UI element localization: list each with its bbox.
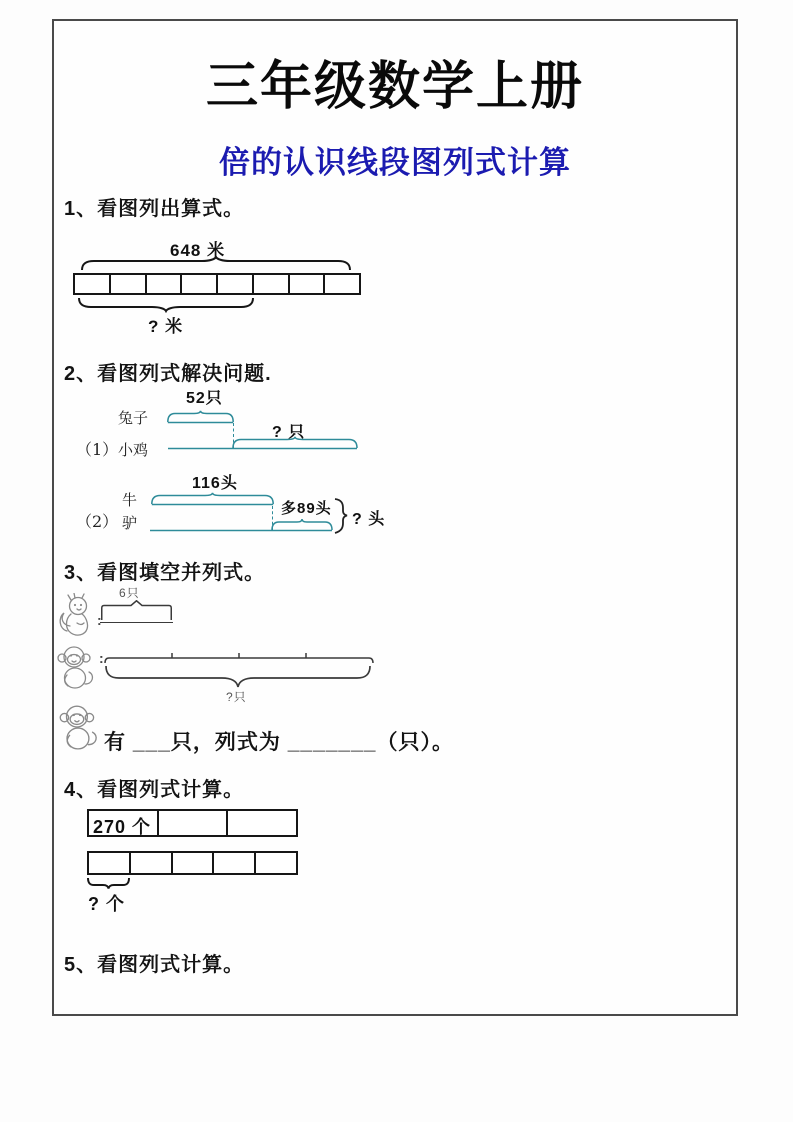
bar-cell bbox=[182, 275, 218, 293]
q1-overbrace bbox=[80, 256, 352, 272]
bar-cell bbox=[325, 275, 359, 293]
q2-1-bottom-label: 小鸡 bbox=[118, 441, 149, 459]
monkey-icon bbox=[56, 702, 102, 752]
q3-fill-in-sentence: 有 ___只，列式为 _______（只）。 bbox=[104, 731, 454, 754]
q4-bottom-bar bbox=[87, 851, 298, 875]
page-subtitle: 倍的认识线段图列式计算 bbox=[219, 145, 571, 180]
q3-unknown-label: ?只 bbox=[226, 690, 247, 704]
q3-heading: 3、看图填空并列式。 bbox=[64, 562, 266, 584]
q3-known-label: 6只 bbox=[119, 586, 140, 600]
bar-cell bbox=[131, 853, 173, 873]
q2-1-unknown-label: ? 只 bbox=[272, 424, 306, 441]
bar-cell bbox=[214, 853, 256, 873]
bar-cell bbox=[147, 275, 183, 293]
monkey-icon bbox=[55, 643, 97, 691]
bar-cell bbox=[254, 275, 290, 293]
bar-cell bbox=[173, 853, 215, 873]
squirrel-icon bbox=[57, 593, 95, 639]
bar-cell bbox=[228, 811, 296, 835]
bar-cell bbox=[111, 275, 147, 293]
q3-row2-colon: : bbox=[99, 650, 104, 666]
q2-2-donkey-segment bbox=[149, 518, 334, 532]
q4-underbrace bbox=[87, 877, 130, 890]
q3-underbrace bbox=[104, 665, 372, 689]
q1-heading: 1、看图列出算式。 bbox=[64, 198, 245, 220]
q3-row2-line bbox=[104, 652, 374, 664]
bar-cell bbox=[218, 275, 254, 293]
q2-2-top-label: 牛 bbox=[122, 491, 138, 509]
q1-segment-bar bbox=[73, 273, 361, 295]
bar-cell bbox=[75, 275, 111, 293]
page-title: 三年级数学上册 bbox=[205, 56, 584, 117]
q2-2-unknown-label: ? 头 bbox=[352, 511, 386, 528]
q2-2-bottom-label: 驴 bbox=[122, 514, 138, 532]
q2-1-chick-segment bbox=[167, 436, 359, 450]
bar-cell bbox=[159, 811, 229, 835]
q2-2-more-label: 多89头 bbox=[281, 500, 332, 517]
q3-row1-line bbox=[100, 622, 173, 623]
q4-bar1-label: 270 个 bbox=[93, 817, 152, 837]
q4-heading: 4、看图列式计算。 bbox=[64, 779, 245, 801]
bar-cell bbox=[256, 853, 296, 873]
q1-underbrace bbox=[77, 297, 255, 313]
q2-1-known-label: 52只 bbox=[186, 390, 223, 407]
q3-row1-colon: : bbox=[97, 612, 102, 628]
q1-total-label: 648 米 bbox=[170, 241, 226, 260]
q2-2-right-brace bbox=[334, 498, 349, 534]
q1-part-label: ? 米 bbox=[148, 317, 184, 336]
bar-cell bbox=[89, 853, 131, 873]
q3-row1-bracket bbox=[101, 600, 173, 621]
q2-2-cow-segment bbox=[151, 492, 275, 506]
q2-1-top-label: 兔子 bbox=[118, 409, 149, 427]
q4-unknown-label: ? 个 bbox=[88, 894, 125, 914]
q2-heading: 2、看图列式解决问题. bbox=[64, 363, 272, 385]
q2-2-known-label: 116头 bbox=[192, 475, 238, 492]
q5-heading: 5、看图列式计算。 bbox=[64, 954, 245, 976]
q2-1-rabbit-segment bbox=[167, 410, 235, 424]
q2-2-index: （2） bbox=[76, 512, 119, 531]
q2-1-index: （1） bbox=[76, 440, 119, 459]
bar-cell bbox=[290, 275, 326, 293]
